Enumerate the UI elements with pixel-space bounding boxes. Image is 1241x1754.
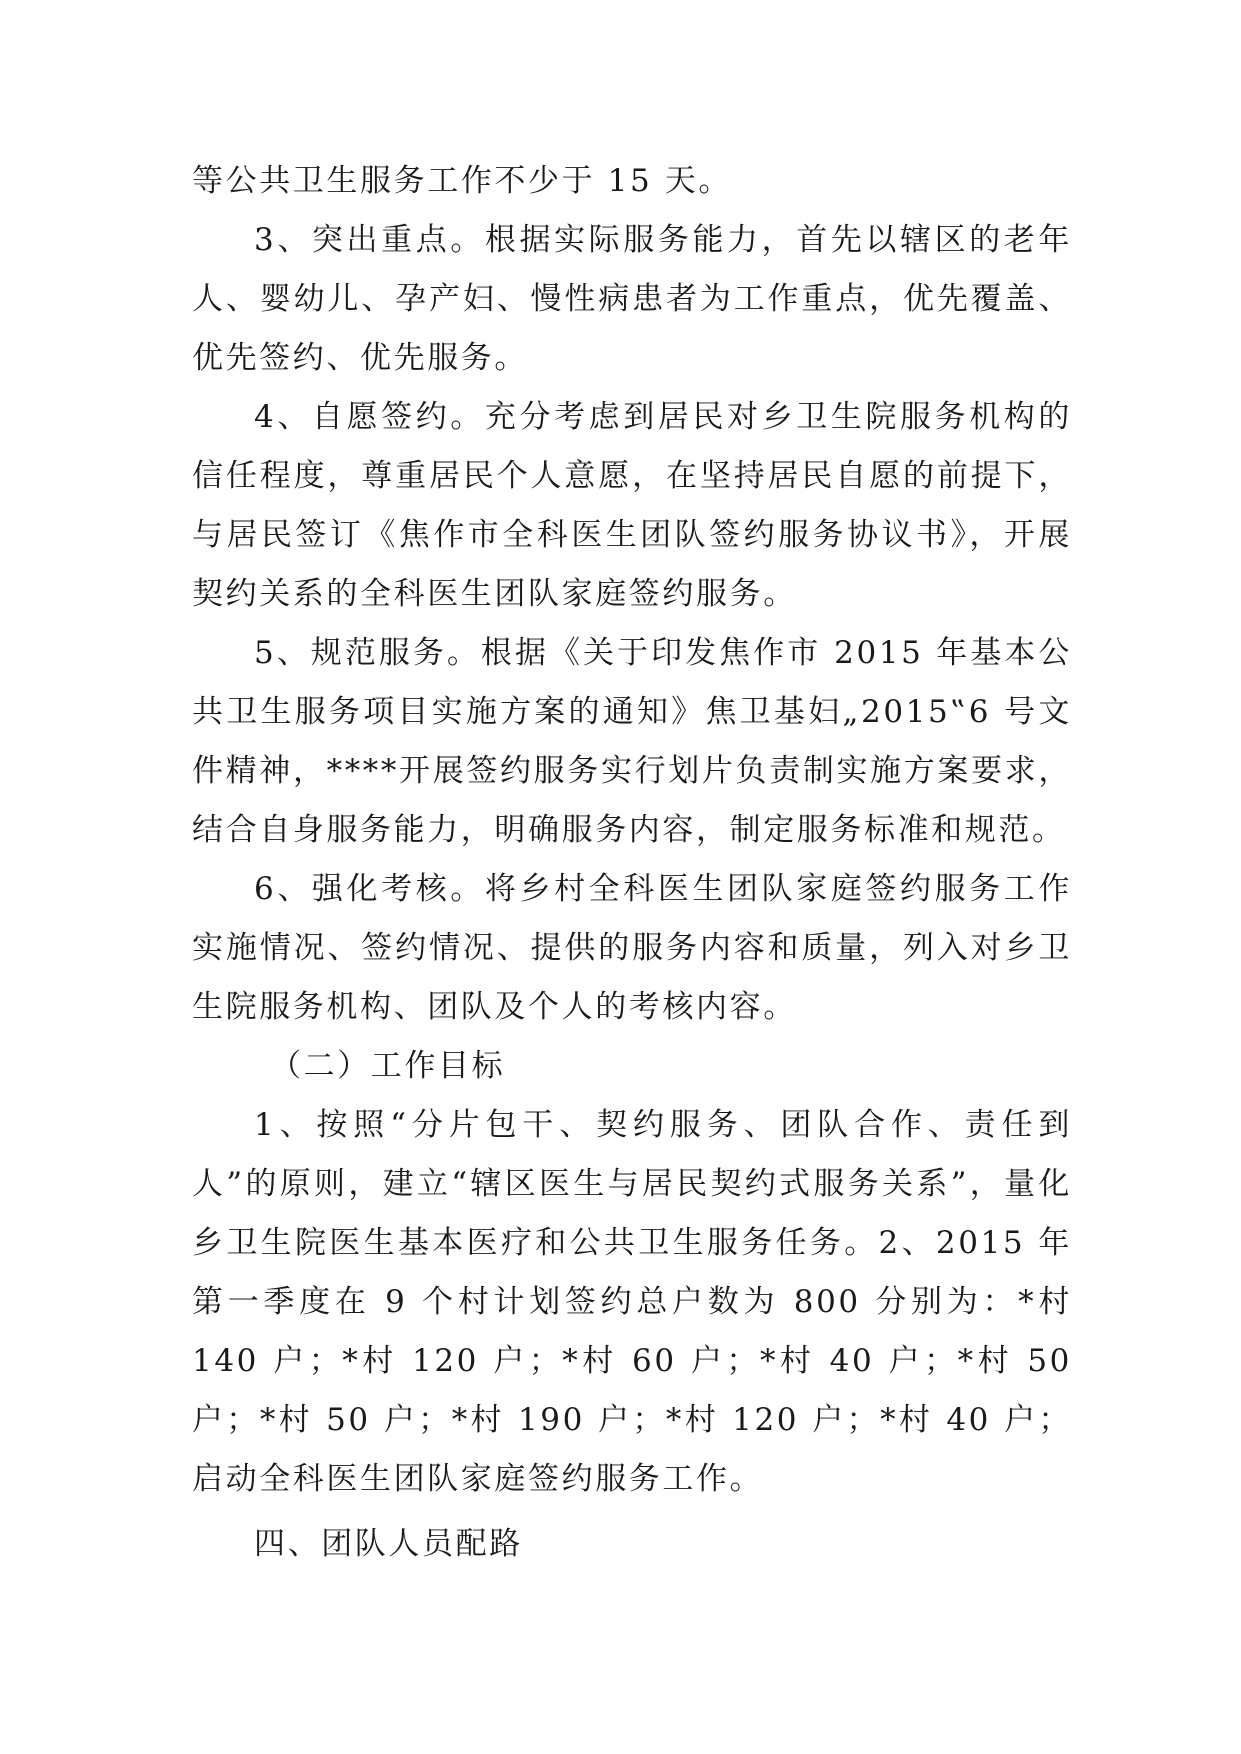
- section-heading-team-staffing: 四、团队人员配路: [254, 1526, 523, 1562]
- section-heading-work-goals: （二）工作目标: [270, 1048, 506, 1084]
- document-body: [192, 152, 1072, 1574]
- paragraph-item-6-assessment: 6、强化考核。将乡村全科医生团队家庭签约服务工作实施情况、签约情况、提供的服务内容和质量，列入对乡卫生院服务机构、团队及个人的考核内容。: [192, 871, 1072, 1025]
- paragraph-goals-list: 1、按照“分片包干、契约服务、团队合作、责任到人”的原则，建立“辖区医生与居民契约式服务关系”，量化乡卫生院医生基本医疗和公共卫生服务任务。2、2015 年第一季度在 9 个村计划签约总户数为 800 分别为：*村 140 户；*村 120 户；*村 60 户；*村 40 户；*村 50 户；*村 50 户；*村 190 户；*村 120 户；*村 40 户；启动全科医生团队家庭签约服务工作。: [192, 1107, 1072, 1497]
- paragraph-continuation: 等公共卫生服务工作不少于 15 天。: [192, 163, 732, 199]
- paragraph-item-3-key-focus: 3、突出重点。根据实际服务能力，首先以辖区的老年人、婴幼儿、孕产妇、慢性病患者为工作重点，优先覆盖、优先签约、优先服务。: [192, 222, 1072, 376]
- paragraph-item-4-voluntary-signing: 4、自愿签约。充分考虑到居民对乡卫生院服务机构的信任程度，尊重居民个人意愿，在坚持居民自愿的前提下，与居民签订《焦作市全科医生团队签约服务协议书》，开展契约关系的全科医生团队家庭签约服务。: [192, 399, 1072, 612]
- paragraph-item-5-standardized-service: 5、规范服务。根据《关于印发焦作市 2015 年基本公共卫生服务项目实施方案的通知》焦卫基妇„2015‟6 号文件精神，****开展签约服务实行划片负责制实施方案要求，结合自身服务能力，明确服务内容，制定服务标准和规范。: [192, 635, 1072, 848]
